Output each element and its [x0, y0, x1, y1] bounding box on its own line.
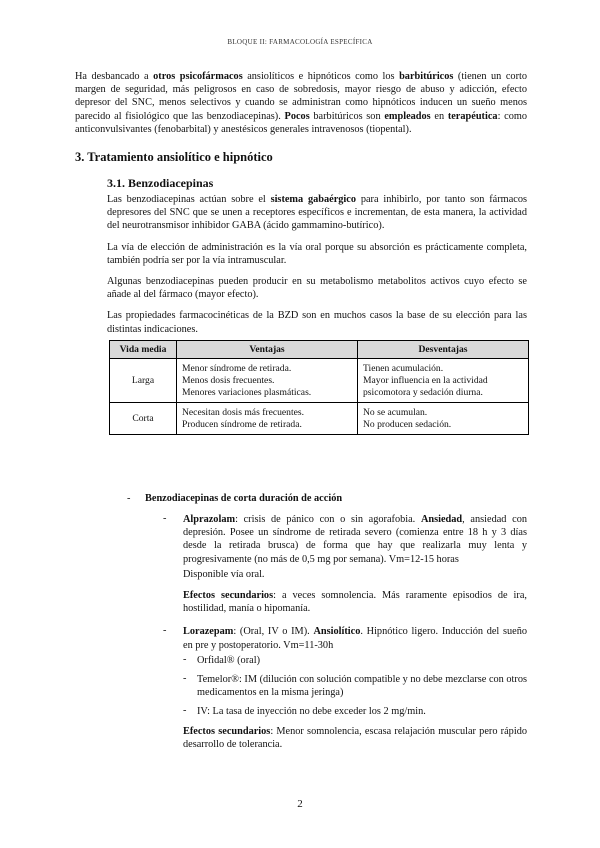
sublist-text: Temelor®: IM (dilución con solución compatible y no debe mezclarse con otros medicamentos en la misma jeringa) [197, 674, 527, 699]
intro-text-5: en [430, 110, 448, 122]
drug-bold: Ansiedad [420, 514, 463, 525]
half-life-table [109, 340, 529, 436]
page-number: 2 [297, 798, 303, 810]
bullet-dash: - [183, 653, 187, 665]
sublist-text: IV: La tasa de inyección no debe exceder los 2 mg/min. [197, 706, 426, 718]
cell-line: Menores variaciones plasmáticas. [182, 386, 312, 398]
drug-item-alprazolam [163, 513, 527, 615]
drug-list [75, 492, 527, 757]
table-row [110, 403, 529, 435]
list-heading: Benzodiacepinas de corta duración de acción [145, 493, 343, 504]
cell-line: No se acumulan. [363, 407, 428, 419]
cell-line: Tienen acumulación. [363, 363, 444, 375]
p1-text-c: para inhibirlo, por tanto son fármacos depresores del SNC que se unen a receptores específicos e incrementan, de esta manera, la actividad del neurotransmisor inhibidor GABA (ácido gammamino-butírico). [107, 194, 527, 232]
alprazolam-description [183, 513, 527, 566]
lorazepam-side-effects [163, 725, 527, 751]
table-header-row [110, 340, 529, 359]
cell-ventajas [177, 359, 358, 403]
cell-ventajas [177, 403, 358, 435]
cell-line: Producen síndrome de retirada. [182, 418, 302, 430]
cell-line: Menos dosis frecuentes. [182, 375, 275, 387]
bullet-dash: - [183, 673, 187, 685]
drug-bold: Ansiolítico [313, 626, 361, 638]
drug-item-lorazepam [163, 625, 527, 751]
drug-body [183, 625, 527, 751]
cell-vida: Larga [110, 359, 177, 403]
header-vida-media: Vida media [110, 340, 177, 359]
header-desventajas: Desventajas [358, 340, 529, 359]
drug-name: Lorazepam [183, 626, 234, 638]
intro-bold-2: barbitúricos [399, 71, 454, 82]
intro-text-6: : como anticonvulsivantes (fenobarbital) y anestésicos generales intravenosos (tiopental). [75, 110, 528, 135]
subsection-body [107, 193, 527, 336]
cell-line: Menor síndrome de retirada. [182, 363, 292, 375]
intro-text-1: Ha desbancado a [75, 71, 154, 82]
sublist-text: Orfidal® (oral) [197, 654, 260, 666]
bullet-dash: - [163, 513, 167, 524]
side-effects-text: : a veces somnolencia. Más raramente episodios de ira, hostilidad, manía o hipomanía. [183, 590, 527, 615]
intro-bold-5: terapéutica [447, 110, 498, 122]
section-title: 3. Tratamiento ansiolítico e hipnótico [75, 150, 273, 165]
table-row [110, 359, 529, 403]
intro-bold-1: otros psicofármacos [153, 71, 243, 82]
p1-text-a: Las benzodiacepinas actúan sobre el [107, 194, 271, 206]
lorazepam-sublist [183, 654, 527, 719]
sublist-item [183, 654, 527, 667]
alprazolam-side-effects [183, 589, 527, 615]
intro-bold-4: empleados [384, 110, 431, 122]
intro-text-3: (tienen un corto margen de seguridad, más peligrosos en caso de sobredosis, mayor riesgo de abuso y adicción, efecto depresor del SNC, menos selectivos y cuando se administran como hipnóticos inducen un sueño menos parecido al fisiológico que las benzodiacepinas). [75, 71, 528, 122]
paragraph-4: Las propiedades farmacocinéticas de la BZD son en muchos casos la base de su elección para las distintas indicaciones. [107, 310, 527, 335]
lorazepam-description [183, 625, 527, 651]
header-ventajas: Ventajas [177, 340, 358, 359]
drug-text: . Hipnótico ligero. Inducción del sueño en pre y postoperatorio. Vm=11-30h [183, 626, 528, 651]
cell-line: Mayor influencia en la actividad [363, 375, 488, 387]
p1-bold: sistema gabaérgico [270, 194, 357, 206]
cell-desventajas [358, 403, 529, 435]
side-effects-label: Efectos secundarios [183, 725, 271, 737]
cell-line: Necesitan dosis más frecuentes. [182, 407, 305, 419]
sublist-item [183, 673, 527, 699]
running-header: BLOQUE II: FARMACOLOGÍA ESPECÍFICA [227, 38, 373, 46]
bullet-dash: - [127, 493, 131, 504]
subsection-title: 3.1. Benzodiacepinas [107, 176, 214, 191]
paragraph-2: La vía de elección de administración es la vía oral porque su absorción es prácticamente completa, también podría ser por la vía intramuscular. [107, 241, 527, 266]
list-heading-item [127, 492, 527, 505]
drug-text: : crisis de pánico con o sin agorafobia. [235, 514, 421, 525]
alprazolam-oral: Disponible vía oral. [183, 568, 265, 580]
cell-line: No producen sedación. [363, 418, 452, 430]
bullet-dash: - [163, 625, 167, 637]
intro-text-2: ansiolíticos e hipnóticos como los [242, 71, 400, 82]
side-effects-text: : Menor somnolencia, escasa relajación muscular pero rápido desarrollo de tolerancia. [183, 725, 527, 750]
sublist-item [183, 705, 527, 718]
cell-desventajas [358, 359, 529, 403]
drug-text: , ansiedad con depresión. Posee un síndrome de retirada severo (comienza entre 18 h y 3 días desde la retirada brusca) de forma que hay que realizarla muy lenta y progresivamente (no más de 0,5 mg por semana). Vm=12-15 horas [183, 514, 527, 565]
drug-text: : (Oral, IV o IM). [233, 626, 314, 638]
intro-text-4: barbitúricos son [309, 110, 385, 122]
drug-name: Alprazolam [183, 514, 236, 525]
cell-line: psicomotora y sedación diurna. [363, 386, 483, 398]
side-effects-label: Efectos secundarios [183, 590, 274, 602]
paragraph-3: Algunas benzodiacepinas pueden producir en su metabolismo metabolitos activos cuyo efecto se añade al del fármaco (mayor efecto). [107, 276, 527, 301]
cell-vida: Corta [110, 403, 177, 435]
drug-body [183, 513, 527, 615]
intro-paragraph [75, 70, 527, 136]
paragraph-1 [107, 193, 527, 233]
bullet-dash: - [183, 705, 187, 717]
content [75, 70, 527, 449]
intro-bold-3: Pocos [284, 110, 310, 122]
